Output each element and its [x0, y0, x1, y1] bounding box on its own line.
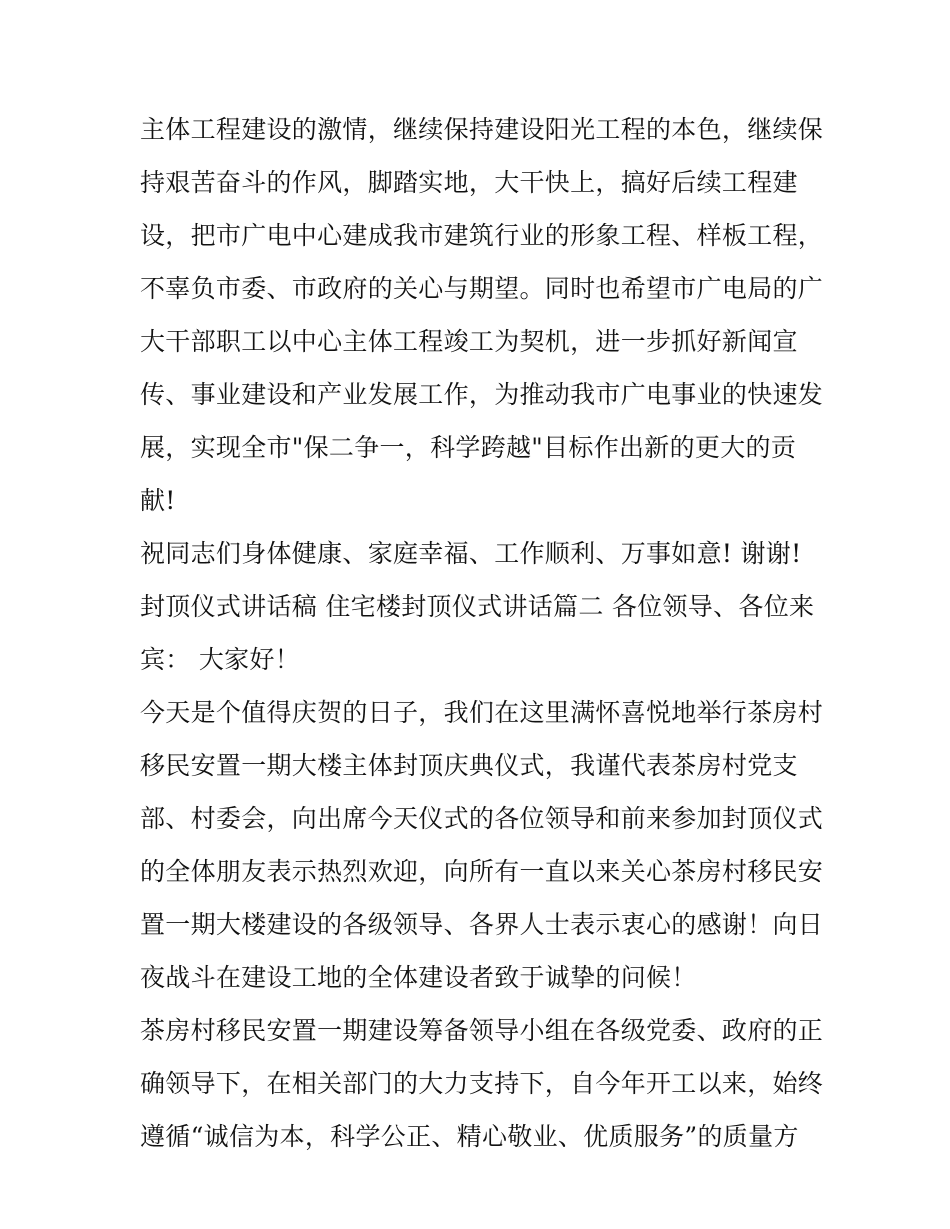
text-line: 宾： 大家好！: [140, 645, 301, 674]
text-line: 遵循“诚信为本，科学公正、精心敬业、优质服务”的质量方: [140, 1122, 799, 1151]
text-line: 主体工程建设的激情，继续保持建设阳光工程的本色，继续保: [140, 115, 824, 144]
text-line: 今天是个值得庆贺的日子，我们在这里满怀喜悦地举行茶房村: [140, 698, 824, 727]
text-line: 传、事业建设和产业发展工作，为推动我市广电事业的快速发: [140, 380, 824, 409]
text-line: 封顶仪式讲话稿 住宅楼封顶仪式讲话篇二 各位领导、各位来: [140, 592, 815, 621]
text-line: 祝同志们身体健康、家庭幸福、工作顺利、万事如意! 谢谢!: [140, 539, 802, 568]
text-line: 不辜负市委、市政府的关心与期望。同时也希望市广电局的广: [140, 274, 824, 303]
text-line: 移民安置一期大楼主体封顶庆典仪式，我谨代表茶房村党支: [140, 751, 798, 780]
text-line: 夜战斗在建设工地的全体建设者致于诚挚的问候！: [140, 963, 697, 992]
text-line: 献!: [140, 486, 176, 515]
text-line: 展，实现全市"保二争一，科学跨越"目标作出新的更大的贡: [140, 433, 797, 462]
text-line: 茶房村移民安置一期建设筹备领导小组在各级党委、政府的正: [140, 1016, 824, 1045]
text-line: 置一期大楼建设的各级领导、各界人士表示衷心的感谢！向日: [140, 910, 824, 939]
text-line: 设，把市广电中心建成我市建筑行业的形象工程、样板工程，: [140, 221, 824, 250]
text-line: 确领导下，在相关部门的大力支持下，自今年开工以来，始终: [140, 1069, 824, 1098]
text-line: 持艰苦奋斗的作风，脚踏实地，大干快上，搞好后续工程建: [140, 168, 798, 197]
text-line: 大干部职工以中心主体工程竣工为契机，进一步抓好新闻宣: [140, 327, 798, 356]
text-line: 部、村委会，向出席今天仪式的各位领导和前来参加封顶仪式: [140, 804, 824, 833]
text-line: 的全体朋友表示热烈欢迎，向所有一直以来关心茶房村移民安: [140, 857, 824, 886]
document-body: [140, 103, 824, 1163]
